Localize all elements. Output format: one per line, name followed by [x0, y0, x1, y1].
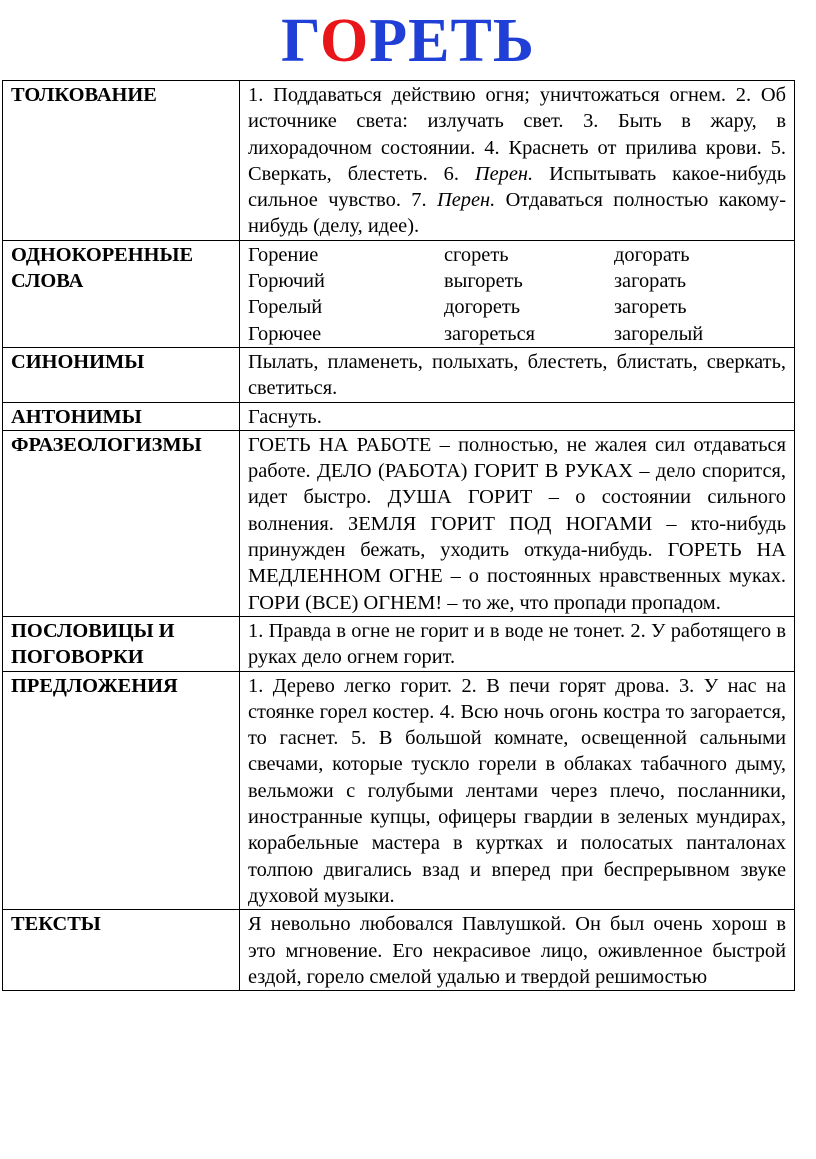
label-texts: ТЕКСТЫ: [3, 910, 240, 991]
cognate-word: выгореть: [444, 270, 523, 293]
value-antonyms: Гаснуть.: [240, 402, 795, 430]
cognate-words-grid: [248, 242, 786, 347]
label-antonyms: АНТОНИМЫ: [3, 402, 240, 430]
label-sentences: ПРЕДЛОЖЕНИЯ: [3, 671, 240, 910]
row-sentences: [3, 671, 795, 910]
interpretation-text-3: Отдаваться полностью какому-нибудь (делу, идее).: [248, 189, 786, 238]
cognate-word: Горелый: [248, 296, 323, 319]
value-proverbs: 1. Правда в огне не горит и в воде не тонет. 2. У работящего в руках дело огнем горит.: [240, 616, 795, 671]
cognate-word: загорать: [614, 270, 687, 293]
cognate-word: сгореть: [444, 243, 509, 266]
title-rest: РЕТЬ: [369, 7, 535, 75]
row-phraseology: [3, 430, 795, 616]
label-synonyms: СИНОНИМЫ: [3, 347, 240, 402]
cognate-word: загореть: [614, 296, 687, 319]
row-proverbs: [3, 616, 795, 671]
value-phraseology: ГОЕТЬ НА РАБОТЕ – полностью, не жалея сил отдаваться работе. ДЕЛО (РАБОТА) ГОРИТ В РУКАХ – дело спорится, идет быстро. ДУША ГОРИТ – о состоянии сильного волнения. ЗЕМЛЯ ГОРИТ ПОД НОГАМИ – кто-нибудь принужден бежать, уходить откуда-нибудь. ГОРЕТЬ НА МЕДЛЕННОМ ОГНЕ – о постоянных нравственных муках. ГОРИ (ВСЕ) ОГНЕМ! – то же, что пропади пропадом.: [240, 430, 795, 616]
cognate-word: загореться: [444, 322, 536, 345]
row-synonyms: [3, 347, 795, 402]
row-antonyms: [3, 402, 795, 430]
cognate-word: догореть: [444, 296, 521, 319]
label-phraseology: ФРАЗЕОЛОГИЗМЫ: [3, 430, 240, 616]
interpretation-figurative-1: Перен.: [474, 162, 534, 185]
interpretation-text-2: Испытывать какое-нибудь сильное чувство. 7.: [248, 162, 786, 212]
value-interpretation: [240, 81, 795, 241]
title-letter-o: О: [320, 7, 370, 75]
cognate-word: загорелый: [614, 322, 704, 345]
value-cognates: [240, 240, 795, 347]
word-card-table: [2, 80, 795, 991]
row-texts: [3, 910, 795, 991]
value-texts: Я невольно любовался Павлушкой. Он был очень хорош в это мгновение. Его некрасивое лицо, оживленное быстрой ездой, горело смелой удалью и твердой решимостью: [240, 910, 795, 991]
value-sentences: 1. Дерево легко горит. 2. В печи горят дрова. 3. У нас на стоянке горел костер. 4. Всю ночь огонь костра то загорается, то гаснет. 5. В большой комнате, освещенной сальными свечами, которые тускло горели в облаках табачного дыму, вельможи с голубыми лентами через плечо, посланники, иностранные купцы, офицеры гвардии в зеленых мундирах, корабельные мастера в куртках и полосатых панталонах толпою двигались взад и вперед при беспрерывном звуке духовой музыки.: [240, 671, 795, 910]
interpretation-text-1: 1. Поддаваться действию огня; уничтожаться огнем. 2. Об источнике света: излучать свет. 3. Быть в жару, в лихорадочном состоянии. 4. Краснеть от прилива крови. 5. Сверкать, блестеть. 6.: [248, 84, 786, 185]
title-letter-g: Г: [281, 7, 321, 75]
cognate-word: Горючий: [248, 270, 325, 293]
row-cognates: [3, 240, 795, 347]
cognate-word: догорать: [614, 243, 690, 266]
interpretation-figurative-2: Перен.: [436, 189, 496, 212]
page-title: [0, 6, 816, 76]
value-synonyms: Пылать, пламенеть, полыхать, блестеть, блистать, сверкать, светиться.: [240, 347, 795, 402]
cognate-word: Горение: [248, 243, 319, 266]
label-proverbs: ПОСЛОВИЦЫ И ПОГОВОРКИ: [3, 616, 240, 671]
label-cognates: ОДНОКОРЕННЫЕ СЛОВА: [3, 240, 240, 347]
cognate-word: Горючее: [248, 322, 322, 345]
label-interpretation: ТОЛКОВАНИЕ: [3, 81, 240, 241]
row-interpretation: [3, 81, 795, 241]
